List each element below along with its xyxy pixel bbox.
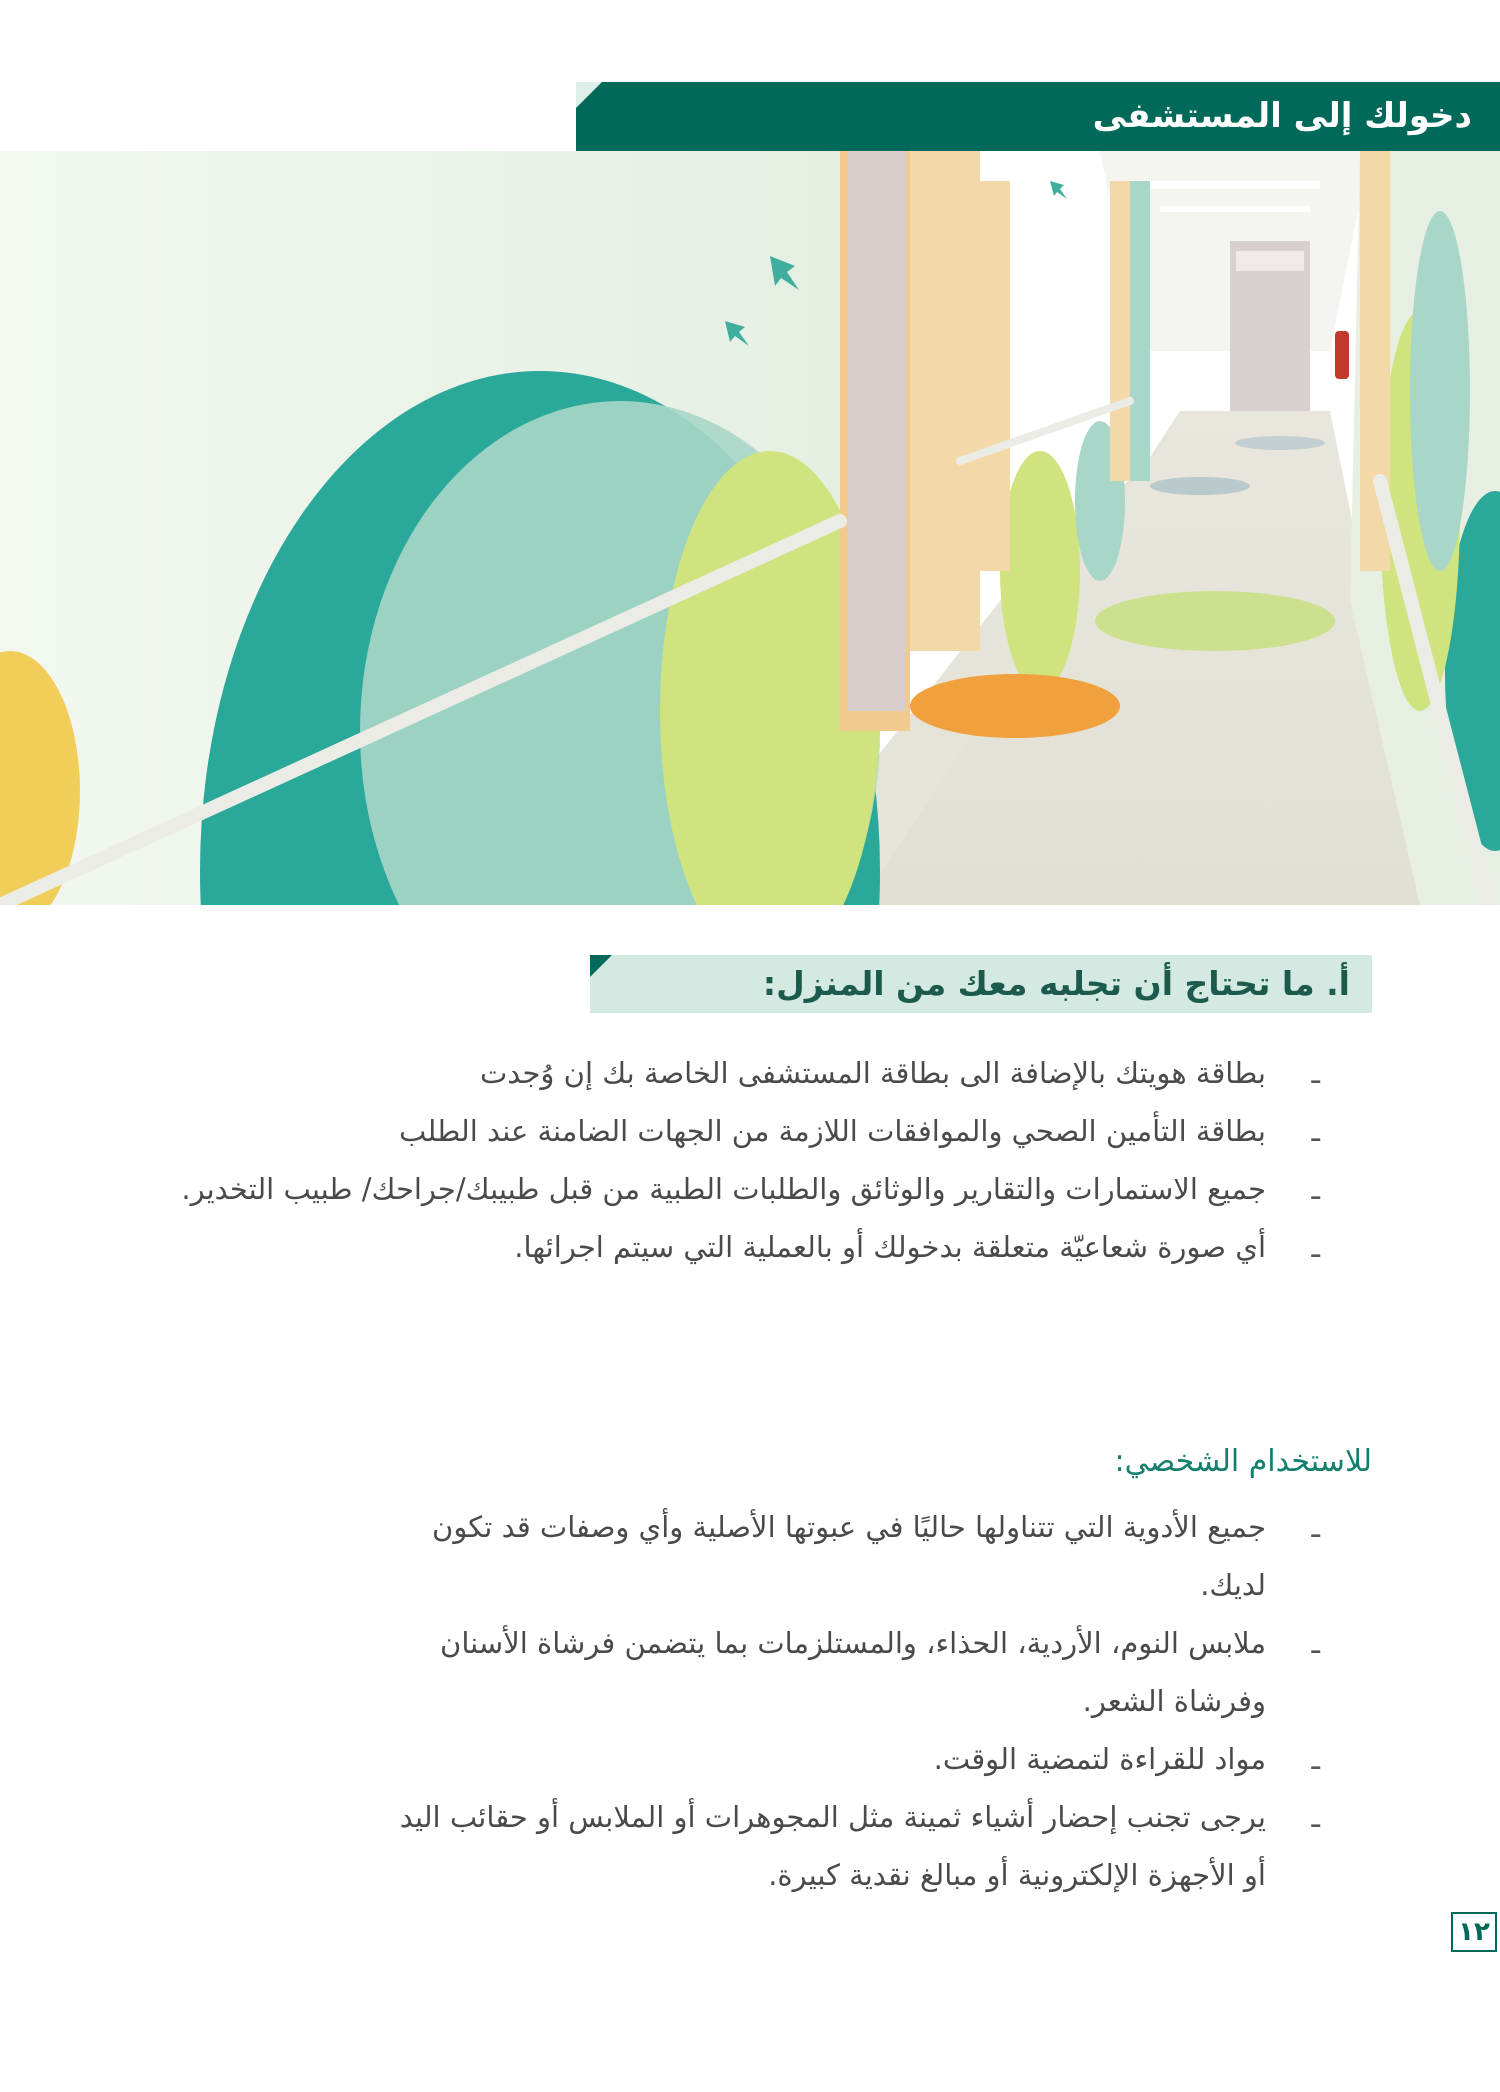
bullet-dash: ـ bbox=[1311, 1626, 1320, 1660]
page-title: دخولك إلى المستشفى bbox=[1092, 96, 1472, 136]
list-item bbox=[370, 1498, 1320, 1614]
list-item bbox=[370, 1788, 1320, 1904]
page-number: ١٢ bbox=[1451, 1912, 1497, 1952]
hospital-corridor-photo bbox=[0, 151, 1500, 905]
list-item bbox=[180, 1160, 1320, 1218]
list-item-text: مواد للقراءة لتمضية الوقت. bbox=[933, 1742, 1266, 1776]
personal-use-list bbox=[370, 1498, 1320, 1904]
list-item-text: بطاقة التأمين الصحي والموافقات اللازمة من الجهات الضامنة عند الطلب bbox=[399, 1114, 1266, 1148]
bullet-dash: ـ bbox=[1311, 1172, 1320, 1206]
items-from-home-list bbox=[180, 1044, 1320, 1276]
bullet-dash: ـ bbox=[1311, 1230, 1320, 1264]
header-band bbox=[576, 82, 1500, 151]
personal-use-heading: للاستخدام الشخصي: bbox=[1114, 1444, 1372, 1479]
bullet-dash: ـ bbox=[1311, 1056, 1320, 1090]
list-item bbox=[180, 1102, 1320, 1160]
bullet-dash: ـ bbox=[1311, 1742, 1320, 1776]
list-item bbox=[180, 1218, 1320, 1276]
section-heading bbox=[590, 955, 1372, 1013]
list-item-text: ملابس النوم، الأردية، الحذاء، والمستلزمات بما يتضمن فرشاة الأسنان وفرشاة الشعر. bbox=[440, 1626, 1266, 1718]
list-item bbox=[370, 1730, 1320, 1788]
list-item-text: أي صورة شعاعيّة متعلقة بدخولك أو بالعملية التي سيتم اجرائها. bbox=[514, 1230, 1266, 1264]
bullet-dash: ـ bbox=[1311, 1114, 1320, 1148]
list-item-text: جميع الأدوية التي تتناولها حاليًا في عبوتها الأصلية وأي وصفات قد تكون لديك. bbox=[432, 1510, 1266, 1602]
list-item-text: يرجى تجنب إحضار أشياء ثمينة مثل المجوهرات أو الملابس أو حقائب اليد أو الأجهزة الإلكترونية أو مبالغ نقدية كبيرة. bbox=[399, 1800, 1266, 1892]
bullet-dash: ـ bbox=[1311, 1800, 1320, 1834]
section-title: أ. ما تحتاج أن تجلبه معك من المنزل: bbox=[762, 964, 1350, 1003]
list-item-text: جميع الاستمارات والتقارير والوثائق والطلبات الطبية من قبل طبيبك/جراحك/ طبيب التخدير. bbox=[181, 1172, 1266, 1206]
section-corner-tab bbox=[590, 955, 612, 977]
list-item-text: بطاقة هويتك بالإضافة الى بطاقة المستشفى الخاصة بك إن وُجدت bbox=[479, 1056, 1266, 1090]
bullet-dash: ـ bbox=[1311, 1510, 1320, 1544]
list-item bbox=[370, 1614, 1320, 1730]
header-corner-tab bbox=[576, 82, 602, 108]
list-item bbox=[180, 1044, 1320, 1102]
